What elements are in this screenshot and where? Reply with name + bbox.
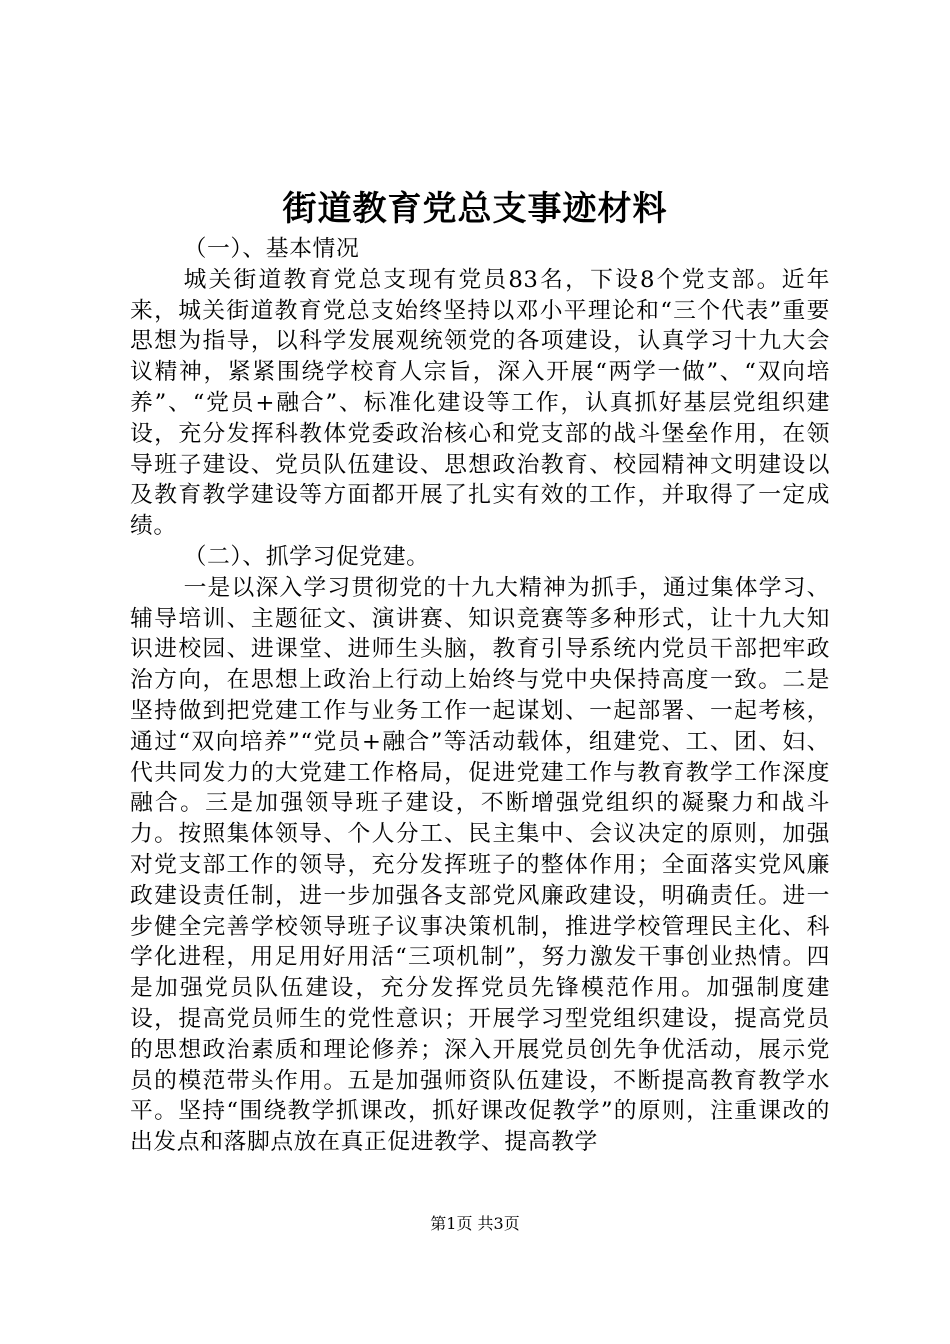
document-title: 街道教育党总支事迹材料 <box>282 189 668 229</box>
section-heading-study: （二）、抓学习促党建。 <box>183 543 430 570</box>
document-body <box>130 234 830 1158</box>
page-footer: 第1页 共3页 <box>430 1214 520 1233</box>
section-heading-basic-info: （一）、基本情况 <box>183 236 360 262</box>
paragraph-study: 一是以深入学习贯彻党的十九大精神为抓手，通过集体学习、辅导培训、主题征文、演讲赛、知识竞赛等多种形式，让十九大知识进校园、进课堂、进师生头脑，教育引导系统内党员干部把牢政治方向，在思想上政治上行动上始终与党中央保持高度一致。二是坚持做到把党建工作与业务工作一起谋划、一起部署、一起考核，通过“双向培养”“党员+融合”等活动载体，组建党、工、团、妇、代共同发力的大党建工作格局，促进党建工作与教育教学工作深度融合。三是加强领导班子建设，不断增强党组织的凝聚力和战斗力。按照集体领导、个人分工、民主集中、会议决定的原则，加强对党支部工作的领导，充分发挥班子的整体作用；全面落实党风廉政建设责任制，进一步加强各支部党风廉政建设，明确责任。进一步健全完善学校领导班子议事决策机制，推进学校管理民主化、科学化进程，用足用好用活“三项机制”，努力激发干事创业热情。四是加强党员队伍建设，充分发挥党员先锋模范作用。加强制度建设，提高党员师生的党性意识；开展学习型党组织建设，提高党员的思想政治素质和理论修养；深入开展党员创先争优活动，展示党员的模范带头作用。五是加强师资队伍建设，不断提高教育教学水平。坚持“围绕教学抓课改，抓好课改促教学”的原则，注重课改的出发点和落脚点放在真正促进教学、提高教学 <box>130 574 830 1156</box>
paragraph-basic-info: 城关街道教育党总支现有党员83名，下设8个党支部。近年来，城关街道教育党总支始终坚持以邓小平理论和“三个代表”重要思想为指导，以科学发展观统领党的各项建设，认真学习十九大会议精神，紧紧围绕学校育人宗旨，深入开展“两学一做”、“双向培养”、“党员+融合”、标准化建设等工作，认真抓好基层党组织建设，充分发挥科教体党委政治核心和党支部的战斗堡垒作用，在领导班子建设、党员队伍建设、思想政治教育、校园精神文明建设以及教育教学建设等方面都开展了扎实有效的工作，并取得了一定成绩。 <box>130 266 830 540</box>
